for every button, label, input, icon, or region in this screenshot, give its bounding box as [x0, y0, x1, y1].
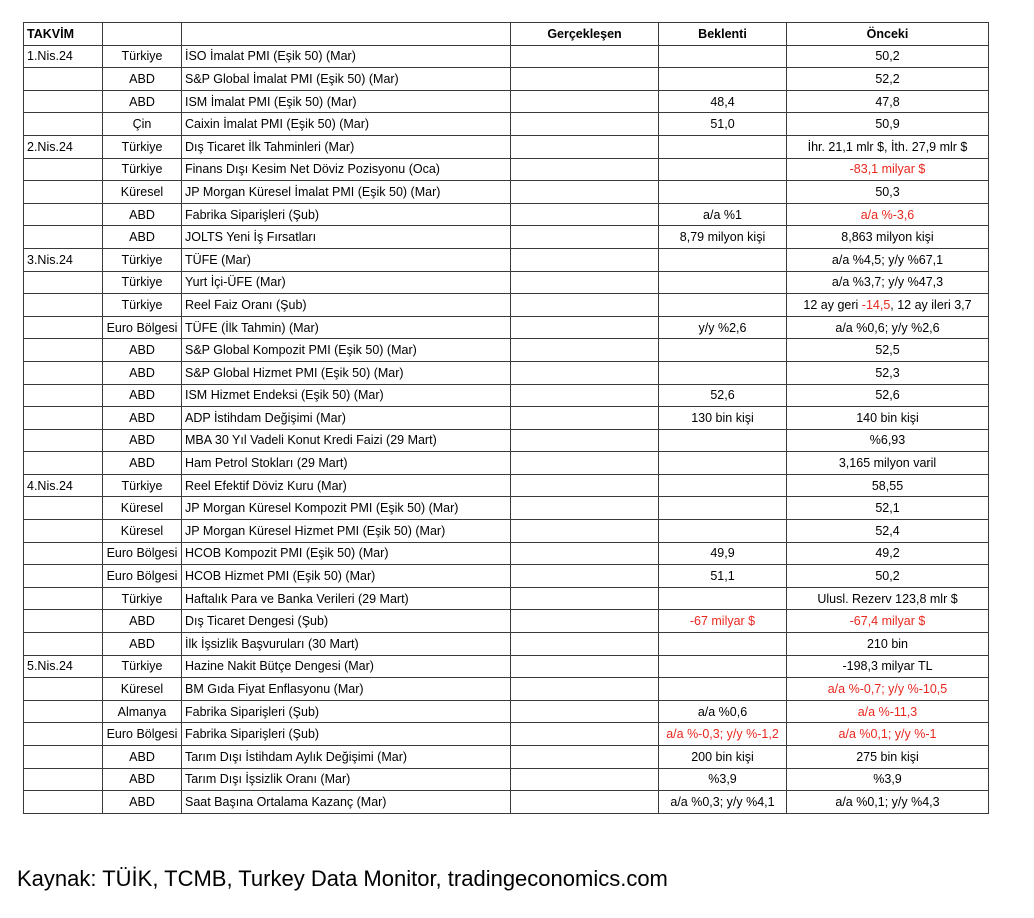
table-row — [24, 226, 989, 249]
previous-cell: a/a %0,1; y/y %4,3 — [787, 791, 989, 814]
event-cell: Reel Faiz Oranı (Şub) — [182, 294, 511, 317]
previous-part: 12 ay geri — [803, 297, 862, 312]
event-cell: Hazine Nakit Bütçe Dengesi (Mar) — [182, 655, 511, 678]
country-cell: Türkiye — [103, 587, 182, 610]
actual-cell — [511, 700, 659, 723]
actual-cell — [511, 135, 659, 158]
date-cell: 1.Nis.24 — [24, 45, 103, 68]
header-onceki: Önceki — [787, 23, 989, 46]
event-cell: Yurt İçi-ÜFE (Mar) — [182, 271, 511, 294]
actual-cell — [511, 610, 659, 633]
date-cell — [24, 271, 103, 294]
previous-cell: a/a %-3,6 — [787, 203, 989, 226]
header-row — [24, 23, 989, 46]
date-cell — [24, 791, 103, 814]
previous-cell: 50,3 — [787, 181, 989, 204]
table-row — [24, 135, 989, 158]
event-cell: Ham Petrol Stokları (29 Mart) — [182, 452, 511, 475]
event-cell: Tarım Dışı İşsizlik Oranı (Mar) — [182, 768, 511, 791]
expected-cell: 130 bin kişi — [659, 407, 787, 430]
event-cell: S&P Global İmalat PMI (Eşik 50) (Mar) — [182, 68, 511, 91]
expected-cell: 48,4 — [659, 90, 787, 113]
table-row — [24, 248, 989, 271]
actual-cell — [511, 294, 659, 317]
expected-cell: 51,0 — [659, 113, 787, 136]
table-row — [24, 791, 989, 814]
expected-cell — [659, 135, 787, 158]
date-cell — [24, 339, 103, 362]
country-cell: ABD — [103, 610, 182, 633]
table-row — [24, 203, 989, 226]
actual-cell — [511, 723, 659, 746]
country-cell: ABD — [103, 452, 182, 475]
actual-cell — [511, 339, 659, 362]
date-cell — [24, 565, 103, 588]
source-note: Kaynak: TÜİK, TCMB, Turkey Data Monitor, tradingeconomics.com — [17, 866, 668, 891]
actual-cell — [511, 565, 659, 588]
date-cell — [24, 181, 103, 204]
country-cell: ABD — [103, 68, 182, 91]
country-cell: Küresel — [103, 678, 182, 701]
date-cell — [24, 294, 103, 317]
table-row — [24, 68, 989, 91]
table-row — [24, 746, 989, 769]
actual-cell — [511, 520, 659, 543]
actual-cell — [511, 768, 659, 791]
actual-cell — [511, 791, 659, 814]
actual-cell — [511, 361, 659, 384]
expected-cell — [659, 452, 787, 475]
country-cell: ABD — [103, 746, 182, 769]
actual-cell — [511, 158, 659, 181]
event-cell: JP Morgan Küresel Kompozit PMI (Eşik 50) (Mar) — [182, 497, 511, 520]
table-row — [24, 271, 989, 294]
previous-part: , 12 ay ileri 3,7 — [890, 297, 972, 312]
expected-cell: 200 bin kişi — [659, 746, 787, 769]
previous-cell: %6,93 — [787, 429, 989, 452]
previous-cell: 52,2 — [787, 68, 989, 91]
date-cell — [24, 723, 103, 746]
table-row — [24, 633, 989, 656]
date-cell — [24, 226, 103, 249]
expected-cell — [659, 339, 787, 362]
expected-cell: a/a %0,6 — [659, 700, 787, 723]
header-gerceklesen: Gerçekleşen — [511, 23, 659, 46]
previous-cell: a/a %-0,7; y/y %-10,5 — [787, 678, 989, 701]
country-cell: ABD — [103, 768, 182, 791]
country-cell: Türkiye — [103, 248, 182, 271]
actual-cell — [511, 407, 659, 430]
date-cell — [24, 587, 103, 610]
date-cell — [24, 203, 103, 226]
previous-cell: -67,4 milyar $ — [787, 610, 989, 633]
actual-cell — [511, 655, 659, 678]
table-row — [24, 45, 989, 68]
date-cell — [24, 361, 103, 384]
expected-cell: 49,9 — [659, 542, 787, 565]
table-row — [24, 542, 989, 565]
previous-cell: 50,9 — [787, 113, 989, 136]
country-cell: Türkiye — [103, 271, 182, 294]
previous-cell: 47,8 — [787, 90, 989, 113]
table-row — [24, 474, 989, 497]
country-cell: Türkiye — [103, 294, 182, 317]
previous-cell: 52,5 — [787, 339, 989, 362]
actual-cell — [511, 248, 659, 271]
event-cell: Haftalık Para ve Banka Verileri (29 Mart) — [182, 587, 511, 610]
previous-cell: 3,165 milyon varil — [787, 452, 989, 475]
date-cell — [24, 497, 103, 520]
expected-cell — [659, 68, 787, 91]
table-row — [24, 520, 989, 543]
date-cell — [24, 746, 103, 769]
table-row — [24, 655, 989, 678]
event-cell: JP Morgan Küresel İmalat PMI (Eşik 50) (Mar) — [182, 181, 511, 204]
country-cell: Euro Bölgesi — [103, 723, 182, 746]
actual-cell — [511, 203, 659, 226]
previous-cell: -83,1 milyar $ — [787, 158, 989, 181]
actual-cell — [511, 678, 659, 701]
country-cell: Euro Bölgesi — [103, 565, 182, 588]
actual-cell — [511, 474, 659, 497]
table-row — [24, 678, 989, 701]
event-cell: Saat Başına Ortalama Kazanç (Mar) — [182, 791, 511, 814]
date-cell — [24, 633, 103, 656]
expected-cell: %3,9 — [659, 768, 787, 791]
date-cell: 4.Nis.24 — [24, 474, 103, 497]
actual-cell — [511, 181, 659, 204]
country-cell: ABD — [103, 633, 182, 656]
economic-calendar-table — [23, 22, 989, 814]
expected-cell — [659, 45, 787, 68]
event-cell: TÜFE (İlk Tahmin) (Mar) — [182, 316, 511, 339]
table-row — [24, 294, 989, 317]
country-cell: ABD — [103, 384, 182, 407]
expected-cell: 8,79 milyon kişi — [659, 226, 787, 249]
expected-cell — [659, 271, 787, 294]
event-cell: Tarım Dışı İstihdam Aylık Değişimi (Mar) — [182, 746, 511, 769]
date-cell — [24, 678, 103, 701]
event-cell: ISM Hizmet Endeksi (Eşik 50) (Mar) — [182, 384, 511, 407]
expected-cell — [659, 497, 787, 520]
table-row — [24, 452, 989, 475]
country-cell: Küresel — [103, 520, 182, 543]
actual-cell — [511, 271, 659, 294]
actual-cell — [511, 68, 659, 91]
country-cell: ABD — [103, 407, 182, 430]
previous-cell: 52,6 — [787, 384, 989, 407]
table-row — [24, 384, 989, 407]
country-cell: ABD — [103, 791, 182, 814]
expected-cell — [659, 678, 787, 701]
country-cell: ABD — [103, 226, 182, 249]
expected-cell: a/a %-0,3; y/y %-1,2 — [659, 723, 787, 746]
event-cell: MBA 30 Yıl Vadeli Konut Kredi Faizi (29 Mart) — [182, 429, 511, 452]
expected-cell — [659, 587, 787, 610]
expected-cell — [659, 520, 787, 543]
event-cell: Fabrika Siparişleri (Şub) — [182, 723, 511, 746]
previous-cell: a/a %4,5; y/y %67,1 — [787, 248, 989, 271]
expected-cell — [659, 633, 787, 656]
date-cell — [24, 610, 103, 633]
event-cell: JOLTS Yeni İş Fırsatları — [182, 226, 511, 249]
previous-cell: 50,2 — [787, 565, 989, 588]
country-cell: Çin — [103, 113, 182, 136]
date-cell: 5.Nis.24 — [24, 655, 103, 678]
expected-cell: -67 milyar $ — [659, 610, 787, 633]
country-cell: Küresel — [103, 497, 182, 520]
table-row — [24, 610, 989, 633]
date-cell — [24, 384, 103, 407]
event-cell: HCOB Kompozit PMI (Eşik 50) (Mar) — [182, 542, 511, 565]
country-cell: Türkiye — [103, 655, 182, 678]
expected-cell — [659, 655, 787, 678]
expected-cell: a/a %0,3; y/y %4,1 — [659, 791, 787, 814]
table-row — [24, 565, 989, 588]
expected-cell — [659, 474, 787, 497]
actual-cell — [511, 226, 659, 249]
expected-cell — [659, 361, 787, 384]
header-takvim: TAKVİM — [24, 23, 103, 46]
event-cell: ISM İmalat PMI (Eşik 50) (Mar) — [182, 90, 511, 113]
table-row — [24, 158, 989, 181]
previous-part: -14,5 — [861, 297, 891, 312]
country-cell: Türkiye — [103, 45, 182, 68]
header-country — [103, 23, 182, 46]
table-row — [24, 316, 989, 339]
date-cell — [24, 68, 103, 91]
country-cell: Türkiye — [103, 474, 182, 497]
actual-cell — [511, 452, 659, 475]
previous-cell: Ulusl. Rezerv 123,8 mlr $ — [787, 587, 989, 610]
country-cell: Euro Bölgesi — [103, 316, 182, 339]
table-row — [24, 723, 989, 746]
actual-cell — [511, 746, 659, 769]
event-cell: S&P Global Hizmet PMI (Eşik 50) (Mar) — [182, 361, 511, 384]
previous-cell: 8,863 milyon kişi — [787, 226, 989, 249]
previous-cell: a/a %0,1; y/y %-1 — [787, 723, 989, 746]
expected-cell — [659, 181, 787, 204]
event-cell: BM Gıda Fiyat Enflasyonu (Mar) — [182, 678, 511, 701]
expected-cell: a/a %1 — [659, 203, 787, 226]
previous-cell: %3,9 — [787, 768, 989, 791]
previous-cell: -198,3 milyar TL — [787, 655, 989, 678]
previous-cell: a/a %0,6; y/y %2,6 — [787, 316, 989, 339]
date-cell — [24, 700, 103, 723]
expected-cell: 51,1 — [659, 565, 787, 588]
country-cell: ABD — [103, 90, 182, 113]
table-row — [24, 497, 989, 520]
event-cell: Caixin İmalat PMI (Eşik 50) (Mar) — [182, 113, 511, 136]
country-cell: Türkiye — [103, 158, 182, 181]
date-cell — [24, 158, 103, 181]
actual-cell — [511, 497, 659, 520]
event-cell: JP Morgan Küresel Hizmet PMI (Eşik 50) (Mar) — [182, 520, 511, 543]
table-row — [24, 339, 989, 362]
actual-cell — [511, 587, 659, 610]
previous-cell: İhr. 21,1 mlr $, İth. 27,9 mlr $ — [787, 135, 989, 158]
date-cell: 3.Nis.24 — [24, 248, 103, 271]
country-cell: ABD — [103, 339, 182, 362]
table-row — [24, 700, 989, 723]
previous-cell: 52,3 — [787, 361, 989, 384]
table-row — [24, 768, 989, 791]
date-cell — [24, 407, 103, 430]
actual-cell — [511, 633, 659, 656]
previous-cell: 58,55 — [787, 474, 989, 497]
date-cell — [24, 542, 103, 565]
expected-cell — [659, 158, 787, 181]
event-cell: Reel Efektif Döviz Kuru (Mar) — [182, 474, 511, 497]
date-cell — [24, 90, 103, 113]
date-cell: 2.Nis.24 — [24, 135, 103, 158]
expected-cell: 52,6 — [659, 384, 787, 407]
expected-cell: y/y %2,6 — [659, 316, 787, 339]
header-beklenti: Beklenti — [659, 23, 787, 46]
table-row — [24, 361, 989, 384]
calendar-body — [24, 45, 989, 813]
event-cell: ADP İstihdam Değişimi (Mar) — [182, 407, 511, 430]
event-cell: HCOB Hizmet PMI (Eşik 50) (Mar) — [182, 565, 511, 588]
expected-cell — [659, 429, 787, 452]
event-cell: Fabrika Siparişleri (Şub) — [182, 203, 511, 226]
previous-cell: 275 bin kişi — [787, 746, 989, 769]
event-cell: Dış Ticaret Dengesi (Şub) — [182, 610, 511, 633]
table-row — [24, 113, 989, 136]
date-cell — [24, 520, 103, 543]
date-cell — [24, 113, 103, 136]
date-cell — [24, 452, 103, 475]
event-cell: Finans Dışı Kesim Net Döviz Pozisyonu (Oca) — [182, 158, 511, 181]
country-cell: ABD — [103, 203, 182, 226]
country-cell: ABD — [103, 361, 182, 384]
actual-cell — [511, 316, 659, 339]
country-cell: Almanya — [103, 700, 182, 723]
country-cell: ABD — [103, 429, 182, 452]
event-cell: TÜFE (Mar) — [182, 248, 511, 271]
country-cell: Küresel — [103, 181, 182, 204]
event-cell: Fabrika Siparişleri (Şub) — [182, 700, 511, 723]
actual-cell — [511, 90, 659, 113]
event-cell: S&P Global Kompozit PMI (Eşik 50) (Mar) — [182, 339, 511, 362]
date-cell — [24, 768, 103, 791]
table-row — [24, 587, 989, 610]
actual-cell — [511, 429, 659, 452]
table-row — [24, 90, 989, 113]
previous-cell: a/a %-11,3 — [787, 700, 989, 723]
event-cell: Dış Ticaret İlk Tahminleri (Mar) — [182, 135, 511, 158]
table-row — [24, 429, 989, 452]
previous-cell: 50,2 — [787, 45, 989, 68]
previous-cell: 49,2 — [787, 542, 989, 565]
previous-cell: a/a %3,7; y/y %47,3 — [787, 271, 989, 294]
date-cell — [24, 316, 103, 339]
actual-cell — [511, 542, 659, 565]
table-row — [24, 407, 989, 430]
actual-cell — [511, 384, 659, 407]
country-cell: Euro Bölgesi — [103, 542, 182, 565]
date-cell — [24, 429, 103, 452]
event-cell: İlk İşsizlik Başvuruları (30 Mart) — [182, 633, 511, 656]
header-event — [182, 23, 511, 46]
table-row — [24, 181, 989, 204]
previous-cell — [787, 294, 989, 317]
previous-cell: 52,4 — [787, 520, 989, 543]
expected-cell — [659, 248, 787, 271]
previous-cell: 210 bin — [787, 633, 989, 656]
previous-cell: 140 bin kişi — [787, 407, 989, 430]
actual-cell — [511, 113, 659, 136]
previous-cell: 52,1 — [787, 497, 989, 520]
actual-cell — [511, 45, 659, 68]
country-cell: Türkiye — [103, 135, 182, 158]
event-cell: İSO İmalat PMI (Eşik 50) (Mar) — [182, 45, 511, 68]
expected-cell — [659, 294, 787, 317]
